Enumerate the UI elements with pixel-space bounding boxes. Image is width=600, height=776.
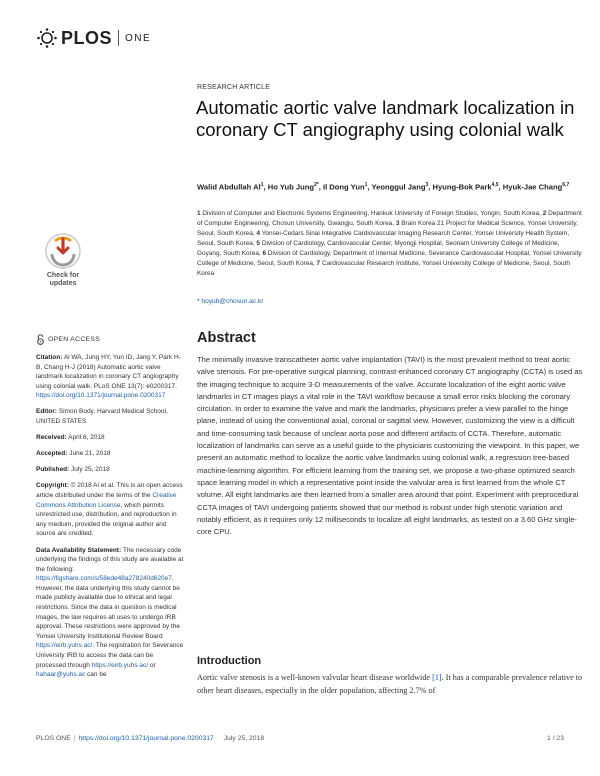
copyright-text: , which permits unrestricted use, distribution, and reproduction in any medium, provided the original author and source are credited. (36, 501, 177, 538)
introduction-heading: Introduction (197, 655, 262, 667)
affiliation-number: 4 (256, 230, 261, 237)
editor-text: Simon Body, Harvard Medical School, UNITED STATES (36, 408, 168, 426)
article-metadata-sidebar (36, 334, 184, 686)
logo-journal-text: ONE (125, 32, 152, 44)
abstract-heading: Abstract (197, 330, 256, 346)
affiliation-text: Department of Computer Engineering, Chosun University, Gwangju, South Korea, (197, 210, 582, 227)
author-affiliation-marker: 2* (314, 182, 319, 188)
affiliation-number: 2 (542, 210, 547, 217)
affiliation-text: Division of Cardiology, Department of Internal Medicine, Severance Cardiovascular Hospital, Yonsei University College of Medicine, Seoul, South Korea, (197, 250, 582, 267)
check-for-updates-label (38, 272, 88, 288)
editor-block (36, 407, 184, 426)
plos-logo (36, 26, 151, 50)
author-name[interactable]: Il Dong Yun (322, 182, 365, 192)
data-availability-label: Data Availability Statement: (36, 546, 122, 554)
open-access-label (36, 334, 184, 345)
author-list: Walid Abdullah Al$^1$, Ho Yub Jung$^{2*}$, Il Dong Yun$^1$, Yeonggul Jang$^3$, Hyung-Bok Park$^{4,5}$, Hyuk-Jae Chang$^{6,7}$ (197, 182, 570, 192)
corresponding-star: * (197, 298, 200, 305)
author-affiliation-marker: 1 (260, 182, 264, 188)
author-name[interactable]: Walid Abdullah Al (197, 182, 261, 192)
license-link[interactable]: Creative Commons Attribution License (36, 492, 177, 509)
affiliation-text: Brain Korea 21 Project for Medical Science, Yonsei University, Seoul, South Korea, (197, 220, 578, 237)
logo-divider (118, 30, 119, 46)
data-availability-text: The necessary code underlying the findings of this study are available at the following: (36, 546, 184, 573)
article-title: Automatic aortic valve landmark localization in coronary CT angiography using colonial walk (196, 97, 575, 140)
footer-doi-link[interactable]: https://doi.org/10.1371/journal.pone.0200317 (78, 735, 214, 742)
citation-block (36, 353, 184, 401)
published-label: Published: (36, 466, 70, 474)
copyright-text: © 2018 Al et al. This is an open access article distributed under the terms of the (36, 482, 183, 500)
badge-line: Check for (46, 272, 80, 279)
contact-email-link[interactable]: hahaar@yuhs.ac (36, 671, 86, 679)
affiliation-text: Division of Cardiology, Cardiovascular Center, Myongji Hospital, Seonam University College of Medicine, Goyang, South Korea, (197, 240, 560, 257)
affiliation-text: Division of Computer and Electronic Systems Engineering, Hankuk University of Foreign Studies, Yongin, South Korea, (202, 210, 541, 217)
article-type: RESEARCH ARTICLE (197, 84, 271, 91)
citation-doi-link[interactable]: https://doi.org/10.1371/journal.pone.0200317 (36, 392, 166, 400)
affiliation-number: 7 (316, 260, 321, 267)
introduction-text-part: Aortic valve stenosis is a well-known valvular heart disease worldwide (197, 673, 433, 682)
received-block (36, 433, 184, 443)
check-for-updates-badge[interactable] (38, 232, 88, 294)
data-availability-text: . However, the data underlying this study cannot be made publicly available due to ethical and legal restrictions. Since the data in question is medical images, the law requires all uses to undergo IRB approval. These restrictions were approved by the Yonsei University Institutional Review Board (36, 575, 181, 640)
author-name[interactable]: Hyuk-Jae Chang (502, 182, 563, 192)
footer-date: July 25, 2018 (223, 735, 265, 742)
irb-link[interactable]: https://eirb.yuhs.ac/ (91, 661, 149, 669)
published-block (36, 465, 184, 475)
footer-journal: PLOS ONE (36, 735, 71, 742)
author-name[interactable]: Yeonggul Jang (371, 182, 426, 192)
copyright-block (36, 481, 184, 539)
footer-left (36, 735, 264, 742)
footer-page-number: 1 / 23 (546, 735, 564, 742)
logo-plos-text: PLOS (61, 27, 113, 48)
open-access-text: OPEN ACCESS (48, 335, 101, 343)
received-date: April 6, 2018 (68, 434, 105, 442)
figshare-link[interactable]: https://figshare.com/s/58ede48a278240d620e7 (36, 575, 172, 583)
author-name[interactable]: Hyung-Bok Park (432, 182, 492, 192)
open-lock-icon (36, 334, 45, 345)
citation-text: Al WA, Jung HY, Yun ID, Jang Y, Park H-B, Chang H-J (2018) Automatic aortic valve landmark localization in coronary CT angiography using colonial walk. PLoS ONE 13(7): e0200317. (36, 354, 181, 390)
check-for-updates-icon (44, 232, 82, 270)
accepted-date: June 21, 2018 (69, 450, 111, 458)
affiliation-list (197, 209, 585, 279)
author-affiliation-marker: 3 (425, 182, 429, 188)
affiliation-number: 1 (197, 210, 201, 217)
introduction-text-part: . It has a comparable prevalence relative to other heart diseases, especially in the older population, affecting 2.7% of (197, 673, 583, 695)
corresponding-author (197, 298, 263, 305)
badge-line: updates (49, 280, 77, 287)
data-availability-text: or (148, 661, 156, 669)
author-name[interactable]: Ho Yub Jung (267, 182, 314, 192)
affiliation-number: 3 (395, 220, 400, 227)
accepted-block (36, 449, 184, 459)
abstract-text: The minimally invasive transcatheter aortic valve implantation (TAVI) is the most prevalent method to treat aortic valve stenosis. For pre-operative surgical planning, contrast-enhanced coronary CT angiography (CCTA) is used as the imaging technique to acquire 3-D measurements of the valve. Accurate localization of the eight aortic valve landmarks in CT images plays a vital role in the TAVI workflow because a small error risks blocking the coronary circulation. In order to examine the valve and mark the landmarks, physicians prefer a view parallel to the hinge plane, instead of using the conventional axial, coronal or sagittal view. However, customizing the view is a difficult and time-consuming task because of unclear aorta pose and different artifacts of CCTA. Therefore, automatic localization of landmarks can serve as a useful guide to the physicians customizing the viewpoint. In this paper, we present an automatic method to localize the aortic valve landmarks using colonial walk, a regression tree-based machine-learning algorithm. For efficient learning from the training set, we propose a two-phase optimized search space learning model in which a representative point inside the valvular area is first learned from the whole CT volume. All eight landmarks are then learned from a smaller area around that point. Experiment with preprocedural CCTA images of TAVI undergoing patients showed that our method is robust under high stenotic variation and notably efficient, as it requires only 12 milliseconds to localize all eight landmarks, as tested on a 3.60 GHz single-core CPU. (197, 355, 583, 537)
citation-link[interactable]: [1] (432, 673, 442, 682)
author-affiliation-marker: 1 (364, 182, 368, 188)
data-availability-text: can be (85, 671, 107, 679)
author-affiliation-marker: 4,5 (491, 182, 499, 188)
data-availability-block (36, 546, 184, 680)
introduction-text (197, 671, 587, 697)
affiliation-number: 5 (256, 240, 261, 247)
citation-label: Citation: (36, 354, 63, 361)
corresponding-email-link[interactable]: hoyub@chosun.ac.kr (201, 298, 264, 305)
affiliation-number: 6 (262, 250, 267, 257)
accepted-label: Accepted: (36, 450, 68, 458)
data-availability-text: . The registration for Severance University IRB to access the data can be processed through (36, 642, 184, 669)
published-date: July 25, 2018 (71, 466, 110, 474)
footer-separator: | (73, 735, 76, 742)
author-affiliation-marker: 6,7 (562, 182, 570, 188)
affiliation-text: Yonsei-Cedars Sinai Integrative Cardiovascular Imaging Research Center, Yonsei University Health System, Seoul, South Korea, (197, 230, 570, 247)
copyright-label: Copyright: (36, 482, 69, 490)
page-footer (36, 735, 564, 742)
editor-label: Editor: (36, 408, 57, 416)
received-label: Received: (36, 434, 67, 442)
irb-link[interactable]: https://eirb.yuhs.ac/ (36, 642, 93, 650)
plos-logo-icon (36, 27, 58, 49)
affiliation-text: Cardiovascular Research Institute, Yonsei University College of Medicine, Seoul, South Korea (197, 260, 570, 277)
